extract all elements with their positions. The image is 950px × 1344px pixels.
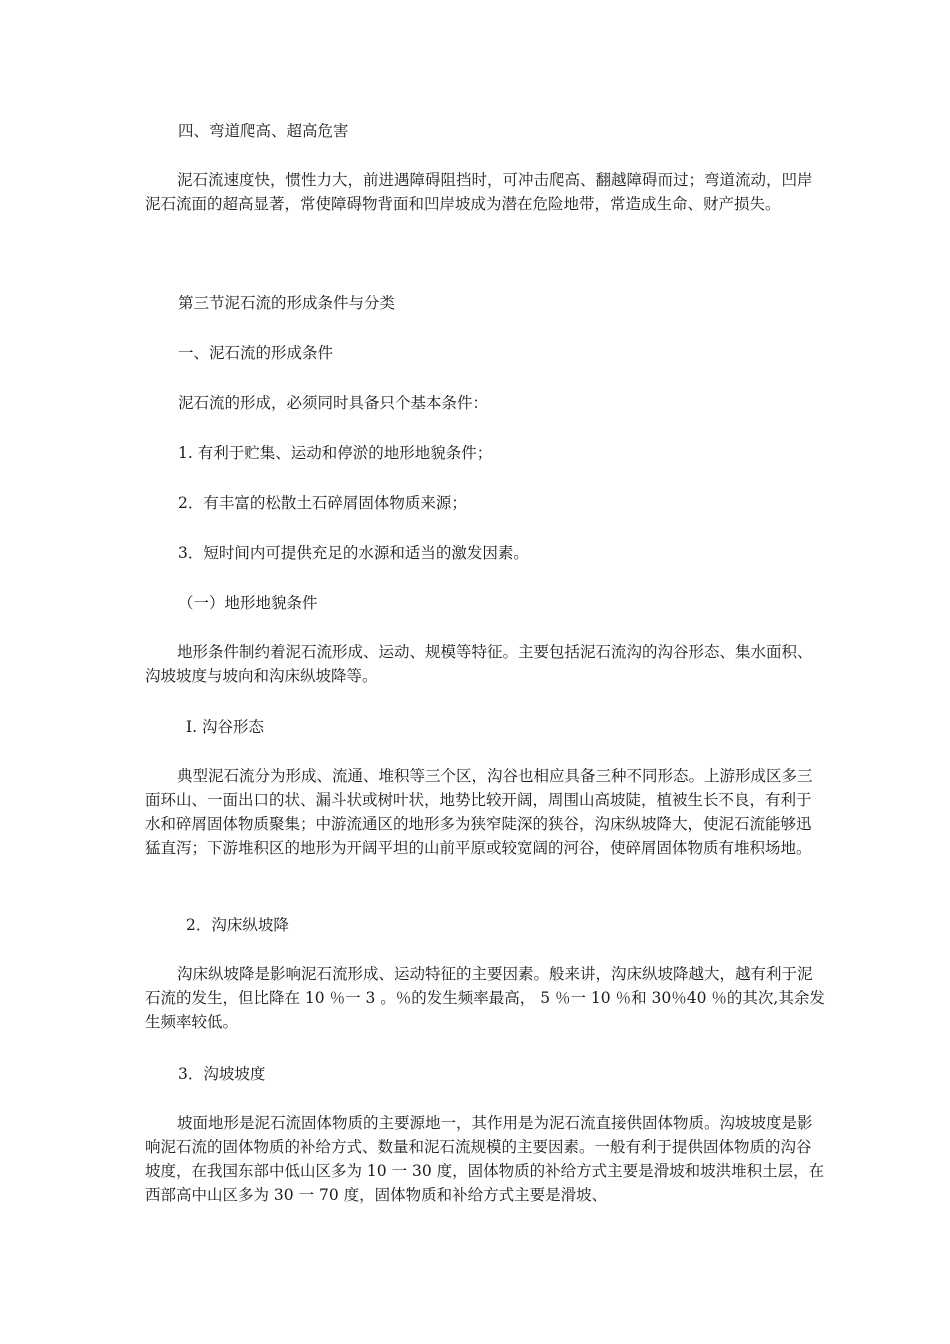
item-heading-slope: 3．沟坡坡度 (178, 1065, 266, 1083)
condition-heading: 一、泥石流的形成条件 (178, 344, 334, 362)
condition-item-2: 2．有丰富的松散土石碎屑固体物质来源； (178, 494, 467, 512)
item-heading-bed-gradient: 2．沟床纵坡降 (186, 916, 289, 934)
section-heading-4: 四、弯道爬高、超高危害 (178, 122, 349, 140)
paragraph-curve-hazard: 泥石流速度快，惯性力大，前进遇障碍阻挡时，可冲击爬高、翻越障碍而过；弯道流动，凹岸泥石流面的超高显著，常使障碍物背面和凹岸坡成为潜在危险地带，常造成生命、财产损失。 (145, 171, 813, 213)
condition-item-3: 3．短时间内可提供充足的水源和适当的激发因素。 (178, 544, 529, 562)
subsection-heading-terrain: （一）地形地貌条件 (178, 594, 318, 612)
paragraph-terrain: 地形条件制约着泥石流形成、运动、规模等特征。主要包括泥石流沟的沟谷形态、集水面积、沟坡坡度与坡向和沟床纵坡降等。 (145, 643, 813, 685)
paragraph-valley-shape: 典型泥石流分为形成、流通、堆积等三个区，沟谷也相应具备三种不同形态。上游形成区多三面环山、一面出口的状、漏斗状或树叶状，地势比较开阔，周围山高坡陡，植被生长不良，有利于水和碎屑固体物质聚集；中游流通区的地形多为狭窄陡深的狭谷，沟床纵坡降大，使泥石流能够迅猛直泻；下游堆积区的地形为开阔平坦的山前平原或较宽阔的河谷，使碎屑固体物质有堆积场地。 (145, 767, 813, 857)
condition-item-1: 1. 有利于贮集、运动和停淤的地形地貌条件； (178, 444, 493, 462)
paragraph-bed-gradient: 沟床纵坡降是影响泥石流形成、运动特征的主要因素。般来讲，沟床纵坡降越大，越有利于泥石流的发生，但比降在 10 ％一 3 。％的发生频率最高， 5 ％一 10 ％和 30％40 ％的其次,其余发生频率较低。 (145, 965, 825, 1031)
paragraph-slope: 坡面地形是泥石流固体物质的主要源地一，其作用是为泥石流直接供固体物质。沟坡坡度是影响泥石流的固体物质的补给方式、数量和泥石流规模的主要因素。一般有利于提供固体物质的沟谷坡度，在我国东部中低山区多为 10 一 30 度，固体物质的补给方式主要是滑坡和坡洪堆积土层，在西部高中山区多为 30 一 70 度，固体物质和补给方式主要是滑坡、 (145, 1114, 825, 1204)
section-title: 第三节泥石流的形成条件与分类 (178, 294, 396, 312)
condition-intro: 泥石流的形成，必须同时具备只个基本条件： (178, 394, 489, 412)
item-heading-valley-shape: I. 沟谷形态 (186, 718, 264, 736)
